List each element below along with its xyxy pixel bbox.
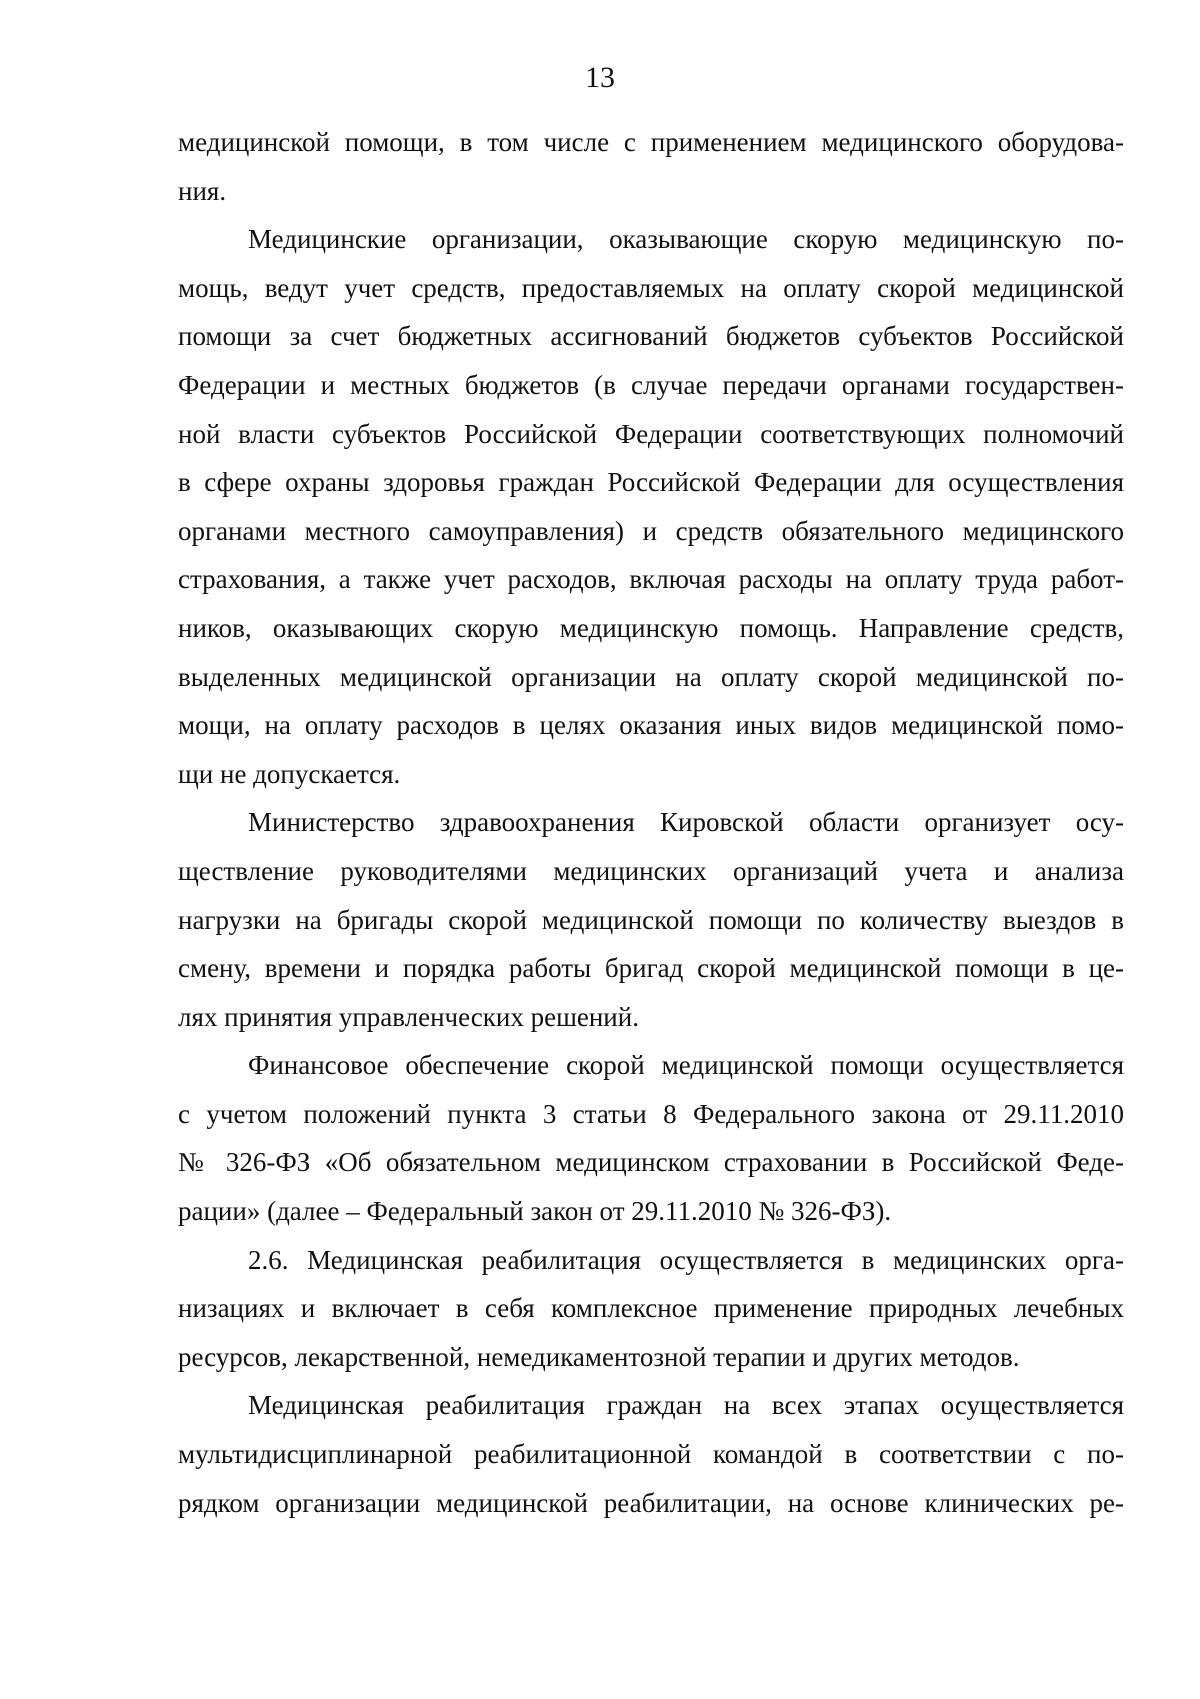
text-line: выделенных медицинской организации на оплату скорой медицинской по- <box>178 661 1124 692</box>
text-line: нагрузки на бригады скорой медицинской помощи по количеству выездов в <box>178 904 1124 935</box>
text-line: ной власти субъектов Российской Федерации соответствующих полномочий <box>178 418 1124 449</box>
text-line: мощи, на оплату расходов в целях оказания иных видов медицинской помо- <box>178 710 1124 741</box>
text-line: смену, времени и порядка работы бригад скорой медицинской помощи в це- <box>178 953 1124 984</box>
text-line: лях принятия управленческих решений. <box>178 1001 639 1032</box>
paragraph <box>178 798 1124 1041</box>
paragraph <box>178 1381 1124 1527</box>
text-line: помощи за счет бюджетных ассигнований бюджетов субъектов Российской <box>178 321 1124 352</box>
paragraph <box>178 215 1124 798</box>
text-line: 2.6. Медицинская реабилитация осуществляется в медицинских орга- <box>248 1244 1124 1275</box>
text-line: № 326-ФЗ «Об обязательном медицинском страховании в Российской Феде- <box>178 1147 1124 1178</box>
text-line: рядком организации медицинской реабилитации, на основе клинических ре- <box>178 1487 1124 1518</box>
paragraph <box>178 1236 1124 1382</box>
document-body <box>178 118 1124 1527</box>
text-line: ния. <box>178 175 227 206</box>
text-line: Федерации и местных бюджетов (в случае передачи органами государствен- <box>178 369 1124 400</box>
text-line: органами местного самоуправления) и средств обязательного медицинского <box>178 515 1124 546</box>
paragraph <box>178 1041 1124 1235</box>
paragraph <box>178 118 1124 215</box>
text-line: мультидисциплинарной реабилитационной командой в соответствии с по- <box>178 1439 1124 1470</box>
text-line: ресурсов, лекарственной, немедикаментозной терапии и других методов. <box>178 1341 1020 1372</box>
text-line: низациях и включает в себя комплексное применение природных лечебных <box>178 1293 1124 1324</box>
text-line: мощь, ведут учет средств, предоставляемых на оплату скорой медицинской <box>178 272 1124 303</box>
text-line: Медицинские организации, оказывающие скорую медицинскую по- <box>248 224 1124 255</box>
text-line: Министерство здравоохранения Кировской области организует осу- <box>248 807 1124 838</box>
text-line: щи не допускается. <box>178 758 401 789</box>
page-number: 13 <box>585 61 615 94</box>
text-line: страхования, а также учет расходов, включая расходы на оплату труда работ- <box>178 564 1124 595</box>
text-line: рации» (далее – Федеральный закон от 29.11.2010 № 326-ФЗ). <box>178 1196 892 1227</box>
text-line: Финансовое обеспечение скорой медицинской помощи осуществляется <box>248 1050 1124 1081</box>
text-line: Медицинская реабилитация граждан на всех этапах осуществляется <box>248 1390 1124 1421</box>
text-line: ников, оказывающих скорую медицинскую помощь. Направление средств, <box>178 612 1124 643</box>
text-line: с учетом положений пункта 3 статьи 8 Федерального закона от 29.11.2010 <box>178 1098 1124 1129</box>
text-line: медицинской помощи, в том числе с применением медицинского оборудова- <box>178 127 1124 157</box>
text-line: ществление руководителями медицинских организаций учета и анализа <box>178 855 1124 886</box>
text-line: в сфере охраны здоровья граждан Российской Федерации для осуществления <box>178 467 1124 498</box>
